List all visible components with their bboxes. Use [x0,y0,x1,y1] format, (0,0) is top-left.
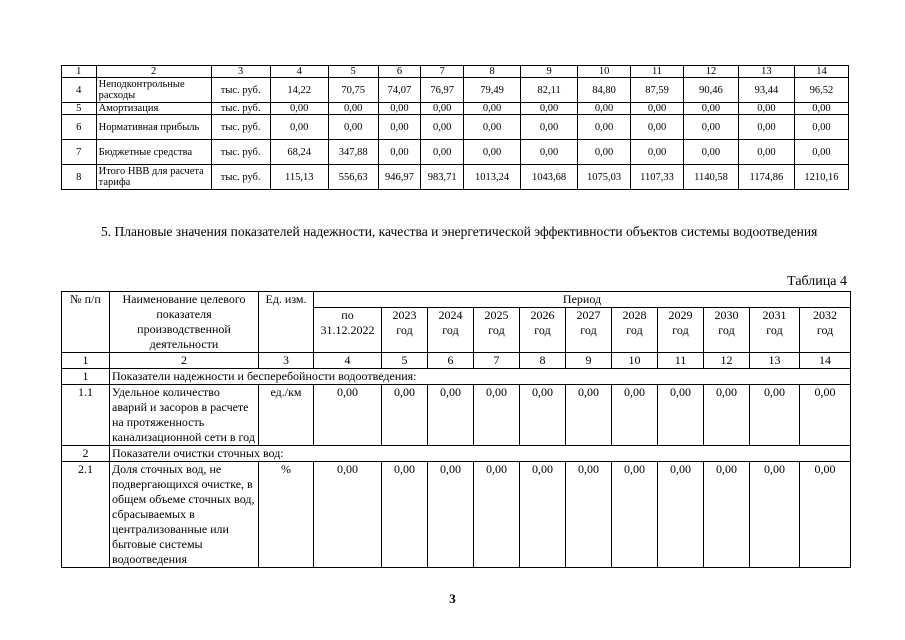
row-value: 68,24 [270,140,328,165]
header-number: № п/п [62,292,110,353]
row-value: 0,00 [464,115,521,140]
period-bottom: год [718,323,735,337]
section-row [62,446,851,462]
column-number: 6 [428,353,474,369]
row-value: 0,00 [683,140,738,165]
row-value: 0,00 [738,103,794,115]
table-nvv [61,65,849,190]
row-value: 0,00 [421,140,464,165]
row-value: 1140,58 [683,165,738,190]
row-value: 0,00 [738,115,794,140]
column-number: 2 [110,353,259,369]
row-value: 70,75 [328,78,378,103]
row-unit: тыс. руб. [211,78,270,103]
row-value: 0,00 [566,385,612,446]
period-cell [314,308,382,353]
row-unit: тыс. руб. [211,140,270,165]
period-bottom: год [580,323,597,337]
period-cell [704,308,750,353]
section-title: Показатели очистки сточных вод: [110,446,851,462]
period-cell [428,308,474,353]
row-value: 93,44 [738,78,794,103]
row-value: 0,00 [658,385,704,446]
row-value: 96,52 [794,78,848,103]
period-cell [520,308,566,353]
row-value: 0,00 [520,385,566,446]
row-value: 0,00 [270,103,328,115]
row-value: 347,88 [328,140,378,165]
row-value: 0,00 [474,462,520,568]
period-top: 2025 [484,308,509,322]
period-bottom: год [396,323,413,337]
period-top: 2029 [668,308,693,322]
row-name: Амортизация [96,103,211,115]
table-row [62,385,851,446]
period-top: 2026 [530,308,555,322]
period-cell [612,308,658,353]
table-indicators [61,291,851,568]
row-value: 0,00 [474,385,520,446]
period-bottom: год [766,323,783,337]
row-value: 0,00 [382,462,428,568]
section-row [62,369,851,385]
row-value: 79,49 [464,78,521,103]
table1-header-cell: 9 [521,66,578,78]
row-name: Неподконтрольные расходы [96,78,211,103]
header-period: Период [314,292,851,308]
column-number: 12 [704,353,750,369]
row-value: 0,00 [612,462,658,568]
column-number: 9 [566,353,612,369]
row-number: 1.1 [62,385,110,446]
row-value: 946,97 [378,165,421,190]
row-value: 0,00 [800,385,851,446]
period-top: 2031 [762,308,787,322]
row-value: 74,07 [378,78,421,103]
table1-header-cell: 11 [631,66,684,78]
table-row [62,103,849,115]
row-unit: тыс. руб. [211,165,270,190]
row-value: 0,00 [704,462,750,568]
table2-column-numbers [62,353,851,369]
row-unit: тыс. руб. [211,103,270,115]
period-cell [474,308,520,353]
table1-header-cell: 2 [96,66,211,78]
header-unit: Ед. изм. [259,292,314,353]
column-number: 10 [612,353,658,369]
row-value: 0,00 [382,385,428,446]
column-number: 4 [314,353,382,369]
row-number: 6 [62,115,97,140]
period-bottom: 31.12.2022 [320,323,375,337]
row-value: 115,13 [270,165,328,190]
row-value: 0,00 [794,115,848,140]
table1-header-cell: 14 [794,66,848,78]
period-cell [750,308,800,353]
row-name: Доля сточных вод, не подвергающихся очистке, в общем объеме сточных вод, сбрасываемых в централизованные или бытовые системы водоотведения [110,462,259,568]
row-value: 90,46 [683,78,738,103]
row-value: 0,00 [521,103,578,115]
period-top: 2032 [813,308,838,322]
column-number: 5 [382,353,428,369]
period-top: 2024 [438,308,463,322]
section-number: 2 [62,446,110,462]
row-number: 7 [62,140,97,165]
row-value: 87,59 [631,78,684,103]
row-value: 1043,68 [521,165,578,190]
row-value: 0,00 [631,115,684,140]
table1-header-cell: 13 [738,66,794,78]
table-row [62,140,849,165]
table-row [62,115,849,140]
column-number: 3 [259,353,314,369]
row-unit: ед./км [259,385,314,446]
row-value: 0,00 [683,115,738,140]
period-cell [800,308,851,353]
row-value: 0,00 [578,115,631,140]
row-value: 0,00 [631,103,684,115]
row-value: 0,00 [378,103,421,115]
period-cell [658,308,704,353]
row-value: 1075,03 [578,165,631,190]
period-bottom: год [488,323,505,337]
row-value: 0,00 [578,103,631,115]
row-value: 0,00 [612,385,658,446]
page-number: 3 [449,591,456,606]
table1-header-cell: 3 [211,66,270,78]
row-value: 0,00 [314,462,382,568]
row-value: 0,00 [378,115,421,140]
table-row [62,462,851,568]
row-value: 0,00 [750,385,800,446]
row-value: 0,00 [378,140,421,165]
section-heading: 5. Плановые значения показателей надежности, качества и энергетической эффективности объектов системы водоотведения [101,224,818,239]
row-value: 14,22 [270,78,328,103]
row-value: 76,97 [421,78,464,103]
row-number: 5 [62,103,97,115]
period-top: 2030 [714,308,739,322]
row-name: Удельное количество аварий и засоров в расчете на протяженность канализационной сети в год [110,385,259,446]
table1-header-cell: 5 [328,66,378,78]
table1-header-cell: 12 [683,66,738,78]
period-bottom: год [442,323,459,337]
row-name: Нормативная прибыль [96,115,211,140]
row-value: 82,11 [521,78,578,103]
period-bottom: год [534,323,551,337]
period-top: 2028 [622,308,647,322]
table1-header-cell: 4 [270,66,328,78]
row-number: 2.1 [62,462,110,568]
row-unit: % [259,462,314,568]
period-cell [566,308,612,353]
row-value: 0,00 [658,462,704,568]
column-number: 1 [62,353,110,369]
period-top: 2023 [392,308,417,322]
table1-header-cell: 7 [421,66,464,78]
row-value: 0,00 [794,103,848,115]
column-number: 7 [474,353,520,369]
table1-header-cell: 8 [464,66,521,78]
row-value: 0,00 [428,385,474,446]
table1-header-cell: 6 [378,66,421,78]
row-value: 1013,24 [464,165,521,190]
row-value: 0,00 [578,140,631,165]
table-row [62,78,849,103]
row-value: 0,00 [464,103,521,115]
table1-header-row [62,66,849,78]
row-name: Бюджетные средства [96,140,211,165]
row-value: 1107,33 [631,165,684,190]
row-value: 1174,86 [738,165,794,190]
row-value: 0,00 [464,140,521,165]
row-value: 0,00 [428,462,474,568]
row-value: 84,80 [578,78,631,103]
row-value: 0,00 [328,115,378,140]
row-value: 0,00 [738,140,794,165]
row-value: 0,00 [270,115,328,140]
row-value: 0,00 [521,140,578,165]
period-top: 2027 [576,308,601,322]
row-value: 0,00 [800,462,851,568]
section-title: Показатели надежности и бесперебойности водоотведения: [110,369,851,385]
header-name: Наименование целевого показателя производственной деятельности [110,292,259,353]
row-value: 0,00 [750,462,800,568]
column-number: 13 [750,353,800,369]
table-caption: Таблица 4 [787,274,847,289]
row-value: 1210,16 [794,165,848,190]
row-value: 0,00 [521,115,578,140]
row-value: 0,00 [683,103,738,115]
column-number: 8 [520,353,566,369]
row-value: 556,63 [328,165,378,190]
row-value: 0,00 [328,103,378,115]
row-value: 0,00 [520,462,566,568]
row-value: 0,00 [794,140,848,165]
column-number: 14 [800,353,851,369]
period-bottom: год [816,323,834,337]
row-unit: тыс. руб. [211,115,270,140]
row-value: 0,00 [631,140,684,165]
column-number: 11 [658,353,704,369]
row-number: 8 [62,165,97,190]
row-name: Итого НВВ для расчета тарифа [96,165,211,190]
period-bottom: год [626,323,643,337]
section-number: 1 [62,369,110,385]
row-value: 0,00 [421,115,464,140]
table2-header-row [62,292,851,308]
row-value: 0,00 [566,462,612,568]
row-number: 4 [62,78,97,103]
row-value: 0,00 [704,385,750,446]
table-row [62,165,849,190]
row-value: 0,00 [314,385,382,446]
period-top: по [341,308,354,322]
period-bottom: год [672,323,689,337]
period-cell [382,308,428,353]
row-value: 983,71 [421,165,464,190]
row-value: 0,00 [421,103,464,115]
table1-header-cell: 1 [62,66,97,78]
table1-header-cell: 10 [578,66,631,78]
